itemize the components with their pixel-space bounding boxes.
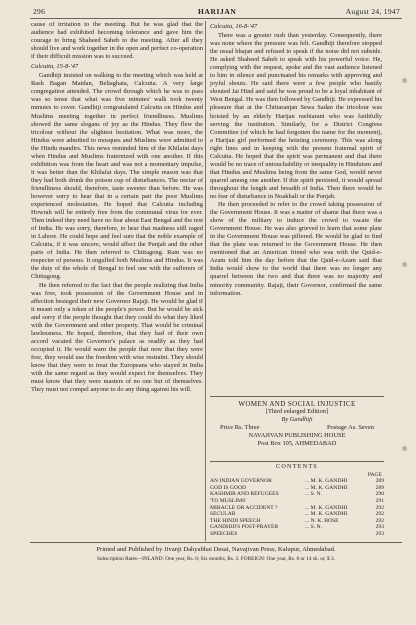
binding-hole	[402, 262, 407, 267]
contents-item-author: ... M. K. GANDHI	[305, 478, 348, 485]
contents-item-author	[305, 498, 372, 505]
ad-title: WOMEN AND SOCIAL INJUSTICE	[238, 400, 356, 408]
left-column	[31, 21, 203, 394]
contents-item	[210, 511, 384, 518]
contents-item-page: 292	[375, 504, 384, 511]
contents-box	[210, 461, 384, 538]
left-paragraph: Gandhiji insisted on walking to the meeting which was held at Rash Bagan Maidan, Beliaghata, Calcutta. A very large congregation attended. The crowd through which he was to pass was so tense that what was five minutes' walk took twenty minutes to cover. Gandhiji congratulated Calcutta on Hindus and Muslims meeting together in perfect friendliness. Muslims showed the same slogans of joy as the Hindus. They flew the tricolour without the slightest hesitation. What was more, the Hindus were admitted to mosques and Muslims were admitted to the Hindu mandirs. This news reminded him of the Khilafat days when Hindus and Muslims fraternized with one another. If this exhibition was from the heart and was not a momentary impulse, it was better than the Khilafat days. The simple reason was that they had both drunk the poison cup of disturbances. The nectar of friendliness should, therefore, taste sweeter than before. He was however sorry to hear that in a certain part the poor Muslims experienced molestation. He hoped that Calcutta including Howrah will be entirely free from the communal virus for ever. Then indeed they need have no fear about East Bengal and the rest of India. He was sorry, therefore, to hear that madness still raged in Lahore. He could hope and feel sure that the noble example of Calcutta, if it was sincere, would affect the Punjab and the other parts of India. He then referred to Chittagong. Rain was no respecter of persons. It engulfed both Muslims and Hindus. It was the duty of the whole of Bengal to feel one with the sufferers of Chittagong.	[31, 72, 203, 281]
contents-item-title: 'TO MUSLIMS'	[210, 497, 247, 504]
contents-item-author: ... S. N.	[305, 524, 322, 531]
contents-item-title: SECULAR	[210, 511, 236, 518]
contents-item-page: 293	[375, 524, 384, 531]
issue-date: August 24, 1947	[345, 7, 400, 16]
contents-item-title: SPEECHES	[210, 530, 238, 537]
contents-item-title: AN INDIAN GOVERNOR	[210, 478, 272, 485]
contents-item	[210, 491, 384, 498]
page-header	[30, 5, 400, 19]
contents-item-page: 289	[375, 478, 384, 485]
contents-item-title: GOD IS GOOD	[210, 484, 247, 491]
book-advertisement	[210, 396, 384, 448]
contents-item-page: 289	[375, 484, 384, 491]
ad-edition: [Third enlarged Edition]	[265, 408, 329, 415]
contents-item-page: 293	[375, 530, 384, 537]
ad-address: Post Box 105, AHMEDABAD	[257, 440, 337, 447]
contents-item	[210, 505, 384, 512]
right-column	[210, 21, 382, 298]
contents-item	[210, 478, 384, 485]
page-number: 296	[33, 7, 46, 16]
ad-publisher: NAVAJIVAN PUBLISHING HOUSE	[248, 432, 346, 439]
contents-item-author: ... M. K. GANDHI	[305, 511, 348, 518]
left-dateline: Calcutta, 15-8-'47	[31, 63, 79, 71]
contents-item	[210, 485, 384, 492]
contents-page-label: PAGE	[367, 471, 382, 478]
contents-item-page: 291	[375, 497, 384, 504]
contents-item-author: ... S. N.	[305, 491, 322, 498]
subscription-line: Subscription Rates—INLAND: One year, Rs. 6; Six months, Rs. 3. FOREIGN: One year, Rs. 8 or 14 sh. or, $ 3.	[96, 555, 335, 562]
right-paragraph: He then proceeded to refer to the crowd taking possession of the Government House. It was a matter of shame that there was a show of the military to induce the crowd to vacate the Government House. He was also grieved to learn that some plate in the Government House was pilfered. He would be glad to find that the plate was returned to the Government House. He then mentioned that an American friend who was with the Quid-e-Azam told him the day before that the Qaid-e-Azam said that India would show to the world that there was no longer any quarrel between the two and that there was no majority and minority community. Rajaji, their Governor, confirmed the same information.	[210, 201, 382, 297]
masthead: HARIJAN	[198, 7, 237, 16]
column-divider	[205, 21, 206, 541]
contents-item	[210, 518, 384, 525]
contents-item-title: GANDHIJI'S POST-PRAYER	[210, 524, 279, 531]
ad-price: Price Rs. Three	[220, 424, 260, 431]
left-paragraph: He then referred to the fact that the people realizing that India was free, took possession of the Government House and in affection besieged their new Governor Rajaji. He would be glad if it meant only a token of the people's power. But he would be sick and sorry if the people thought that they could do what they liked with the Government and other property. That would be criminal lawlessness. He hoped, therefore, that they had of their own accord vacated the Governor's palace as readily as they had occupied it. He would warn the people that now that they were free, they would use the freedom with wise restraint. They should know that they were to treat the Europeans who stayed in India with the same regard as they would expect for themselves. They must know that they were masters of no one but of themselves. They must not compel anyone to do any thing against his will.	[31, 281, 203, 394]
footer-rule	[30, 542, 402, 543]
right-paragraph: There was a greater rush than yesterday. Consequently, there was none where the pressure was felt. Gandhiji therefore stopped the usual bhajan and refused to speak if the noise did not subside. He asked Shaheed Saheb to speak with his powerful voice. He, complying with the request, spoke and the vast audience listened to him in silence and punctuated his remarks with approving and joyful shouts. He said there were a few people who hastily shouted Jai Hind and said he was proud to be a loyal inhabitant of West Bengal. He was then followed by Gandhiji. He expressed his pleasure that at the Chittaranjan Sewa Sadan the tricolour was hoisted by an elderly Harijan mehtarani who was faithfully serving the institution. Similarly, for a District Congress Committee (of which he had forgotten the name for the moment), a Harijan girl performed the hoisting ceremony. This was along right lines and in keeping with the present fraternal spirit of Calcutta. He hoped that the spirit was permanent and that there would be no trace of untouchability or inequality in Hinduism and that Hindus and Muslims being from the same God, would never quarrel among one another. If this spirit persisted, it would spread throughout the length and breadth of India. Then there would be no fear of disturbance in Noakhali or the Punjab.	[210, 32, 382, 200]
contents-item	[210, 524, 384, 531]
right-dateline: Calcutta, 16-8-'47	[210, 23, 258, 30]
contents-item-title: THE HINDI SPEECH	[210, 517, 261, 524]
contents-item-author: ... M. K. GANDHI	[305, 484, 348, 491]
imprint-line: Printed and Published by Jivanji Dahyabhai Desai, Navajivan Press, Kalupur, Ahmedabad.	[96, 546, 336, 553]
contents-item-page: 290	[375, 491, 384, 498]
contents-item-title: KASHMIR AND REFUGEES	[210, 491, 279, 498]
contents-title: CONTENTS	[276, 463, 318, 470]
header-rule	[30, 18, 402, 19]
contents-item-title: MIRACLE OR ACCIDENT ?	[210, 504, 278, 511]
ad-price-row	[210, 424, 384, 432]
binding-hole	[402, 78, 407, 83]
contents-item	[210, 498, 384, 505]
contents-item	[210, 531, 384, 538]
contents-item-page: 292	[375, 517, 384, 524]
binding-hole	[402, 446, 407, 451]
ad-postage: Postage As. Seven	[326, 424, 374, 431]
left-paragraph: cause of irritation to the meeting. But he was glad that the audience had exhibited becoming tolerance and gave him the courage to bring Shaheed Saheb to the meeting. After all they should live and work together in the open and perfect co-operation if their difficult mission was to succeed.	[31, 21, 203, 61]
ad-author: By Gandhiji	[281, 416, 313, 423]
page-footer	[30, 546, 402, 563]
contents-item-author: ... M. K. GANDHI	[305, 504, 348, 511]
contents-item-author	[305, 531, 372, 538]
contents-item-author: ... N. K. BOSE	[305, 517, 339, 524]
contents-item-page: 292	[375, 511, 384, 518]
